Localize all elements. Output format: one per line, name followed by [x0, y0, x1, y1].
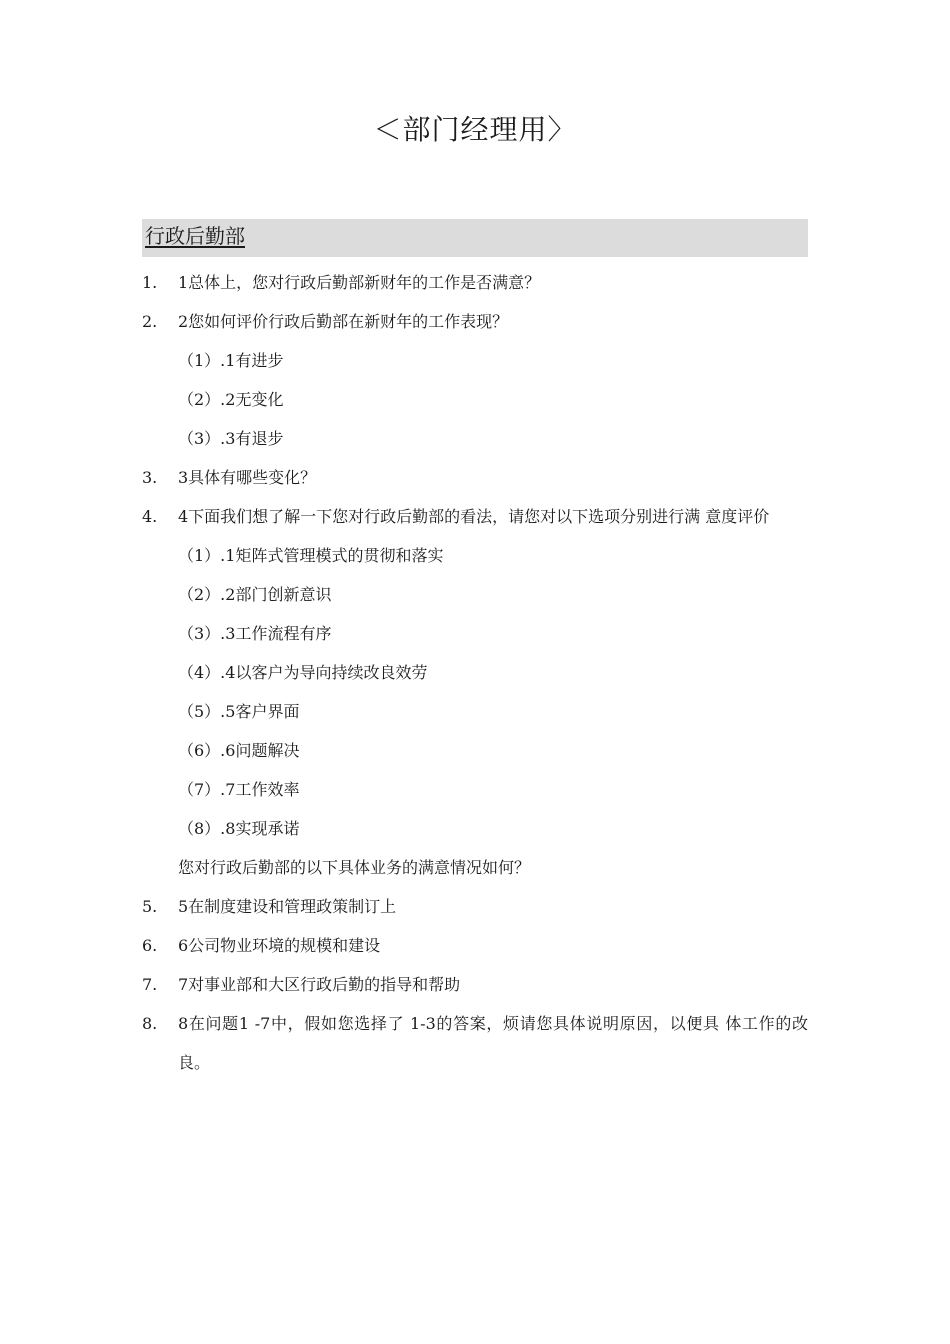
option-item: （1）.1矩阵式管理模式的贯彻和落实 — [178, 546, 444, 565]
question-number: 4. — [142, 507, 158, 526]
question-3 — [142, 458, 808, 497]
question-number: 5. — [142, 897, 158, 916]
option-item: （5）.5客户界面 — [178, 702, 300, 721]
question-text: 1总体上，您对行政后勤部新财年的工作是否满意？ — [178, 273, 541, 292]
question-text: 4下面我们想了解一下您对行政后勤部的看法，请您对以下选项分别进行满 意度评价 — [178, 507, 770, 526]
question-5 — [142, 887, 808, 926]
question-number: 1. — [142, 273, 158, 292]
option-item: （7）.7工作效率 — [178, 780, 300, 799]
subsection-prompt: 您对行政后勤部的以下具体业务的满意情况如何？ — [178, 858, 531, 877]
question-number: 2. — [142, 312, 158, 331]
question-text: 2您如何评价行政后勤部在新财年的工作表现？ — [178, 312, 509, 331]
question-2 — [142, 302, 808, 341]
page-title: ＜部门经理用〉 — [373, 113, 577, 146]
question-text: 3具体有哪些变化？ — [178, 468, 317, 487]
question-list — [142, 263, 808, 1082]
option-item: （6）.6问题解决 — [178, 741, 300, 760]
question-text: 5在制度建设和管理政策制订上 — [178, 897, 397, 916]
question-text: 8在问题1 -7中，假如您选择了 1-3的答案，烦请您具体说明原因，以便具 体工作的改良。 — [178, 1014, 808, 1072]
question-8 — [142, 1004, 808, 1082]
question-number: 7. — [142, 975, 158, 994]
question-number: 3. — [142, 468, 158, 487]
option-item: （1）.1有进步 — [178, 351, 284, 370]
question-1 — [142, 263, 808, 302]
question-number: 8. — [142, 1014, 158, 1033]
question-text: 6公司物业环境的规模和建设 — [178, 936, 381, 955]
option-item: （3）.3工作流程有序 — [178, 624, 332, 643]
section-title: 行政后勤部 — [145, 224, 245, 248]
question-text: 7对事业部和大区行政后勤的指导和帮助 — [178, 975, 461, 994]
question-number: 6. — [142, 936, 158, 955]
question-6 — [142, 926, 808, 965]
question-7 — [142, 965, 808, 1004]
section-header — [142, 219, 808, 257]
option-item: （3）.3有退步 — [178, 429, 284, 448]
option-item: （4）.4以客户为导向持续改良效劳 — [178, 663, 428, 682]
question-4 — [142, 497, 808, 536]
option-item: （2）.2部门创新意识 — [178, 585, 332, 604]
option-item: （2）.2无变化 — [178, 390, 284, 409]
option-item: （8）.8实现承诺 — [178, 819, 300, 838]
